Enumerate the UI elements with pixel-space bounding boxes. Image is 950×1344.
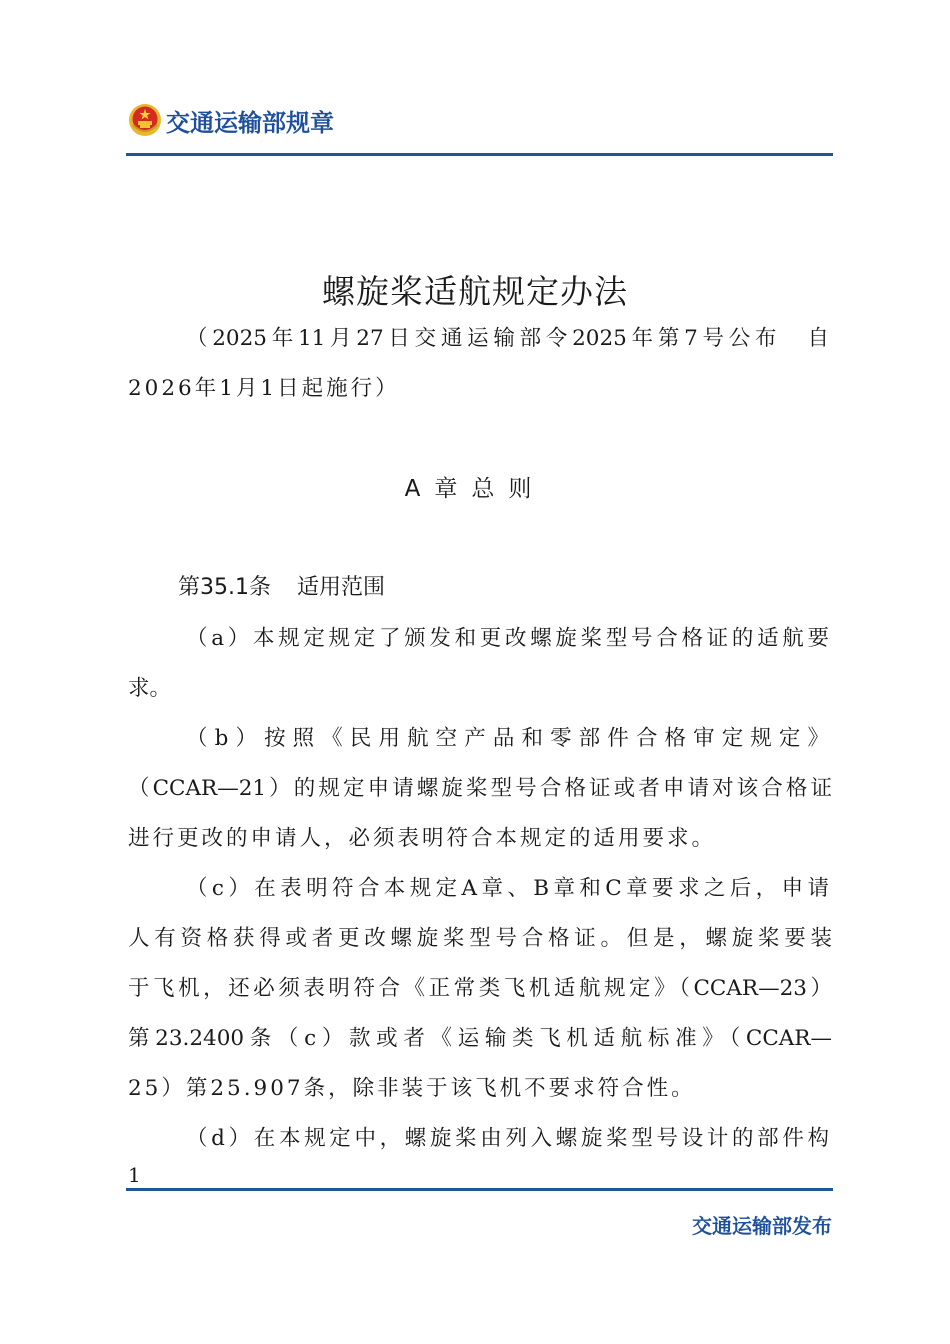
- article-number: 第35.1条: [178, 575, 271, 600]
- body-line: 25）第25.907条，除非装于该飞机不要求符合性。: [128, 1076, 696, 1101]
- document-title: 螺旋桨适航规定办法: [322, 272, 628, 311]
- body-line: 第23.2400条（c）款或者《运输类飞机适航标准》（CCAR—: [128, 1026, 832, 1051]
- body-line: （d）在本规定中，螺旋桨由列入螺旋桨型号设计的部件构: [186, 1126, 829, 1151]
- body-line: 于飞机，还必须表明符合《正常类飞机适航规定》（CCAR—23）: [128, 976, 832, 1001]
- chapter-heading: [0, 470, 950, 503]
- page-number: 1: [128, 1163, 141, 1187]
- body-line: 进行更改的申请人，必须表明符合本规定的适用要求。: [128, 826, 717, 851]
- footer-divider: [126, 1188, 833, 1191]
- promulgation-line-2: 2026年1月1日起施行）: [128, 376, 400, 401]
- header-title: 交通运输部规章: [166, 108, 334, 137]
- header: [128, 98, 334, 142]
- body-line: （b）按照《民用航空产品和零部件合格审定规定》: [186, 726, 829, 751]
- national-emblem-icon: [128, 103, 162, 137]
- footer-publisher: 交通运输部发布: [692, 1214, 832, 1238]
- header-divider: [126, 153, 833, 156]
- body-line: 人有资格获得或者更改螺旋桨型号合格证。但是，螺旋桨要装: [128, 926, 832, 951]
- article-title: 适用范围: [297, 575, 386, 600]
- chapter-title-char-2: 则: [508, 476, 546, 502]
- chapter-number: A章: [404, 476, 472, 502]
- body-line: （a）本规定规定了颁发和更改螺旋桨型号合格证的适航要: [186, 626, 829, 651]
- body-line: （c）在表明符合本规定A章、B章和C章要求之后，申请: [186, 876, 829, 901]
- body-line: 求。: [128, 676, 172, 701]
- body-line: （CCAR—21）的规定申请螺旋桨型号合格证或者申请对该合格证: [128, 776, 832, 801]
- promulgation-line-1: （2025年11月27日交通运输部令2025年第7号公布 自: [186, 326, 829, 351]
- chapter-title-char-1: 总: [471, 476, 509, 502]
- article-heading: [178, 570, 385, 601]
